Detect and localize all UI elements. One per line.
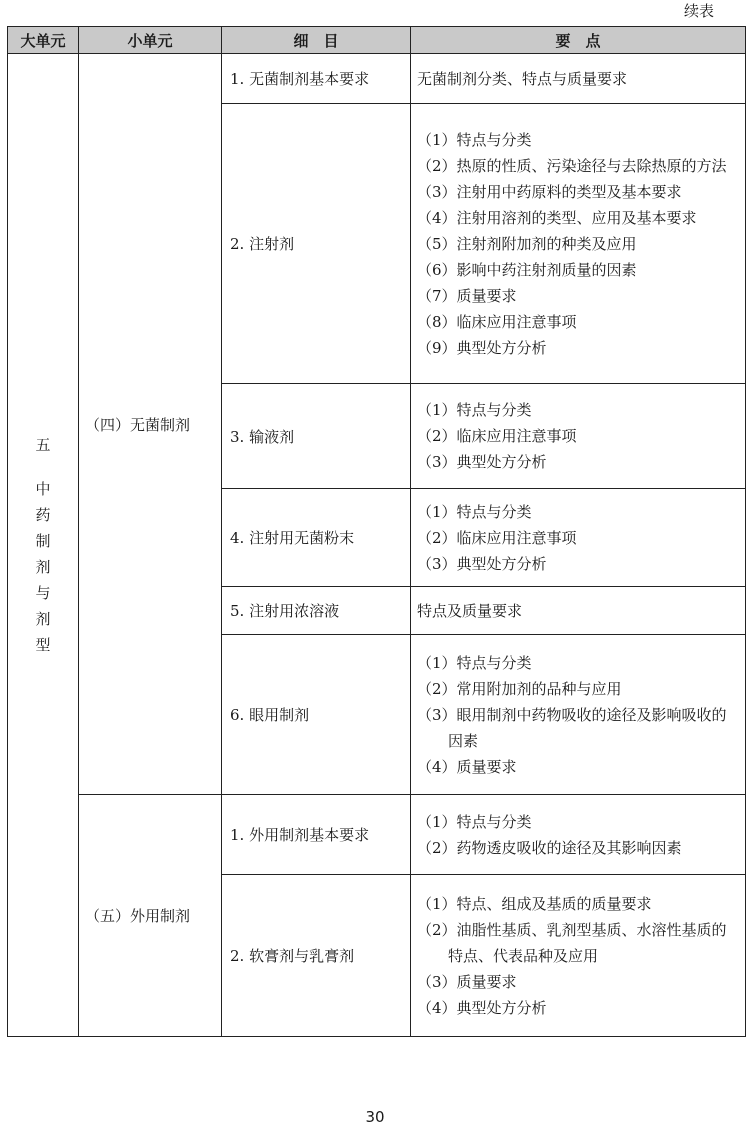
syllabus-table: [7, 26, 746, 1037]
points-cell: （1）特点与分类 （2）热原的性质、污染途径与去除热原的方法 （3）注射用中药原料的类型及基本要求 （4）注射用溶剂的类型、应用及基本要求 （5）注射剂附加剂的种类及应用 （6）影响中药注射剂质量的因素 （7）质量要求 （8）临床应用注意事项 （9）典型处方分析: [411, 104, 746, 384]
detail-cell: 1. 无菌制剂基本要求: [222, 54, 411, 104]
page-number: 30: [365, 1108, 385, 1126]
table-row: [8, 795, 746, 875]
points-cell: （1）特点与分类 （2）临床应用注意事项 （3）典型处方分析: [411, 384, 746, 489]
header-row: [8, 27, 746, 54]
detail-cell: 1. 外用制剂基本要求: [222, 795, 411, 875]
detail-cell: 3. 输液剂: [222, 384, 411, 489]
points-cell: 特点及质量要求: [411, 587, 746, 635]
table-row: [8, 54, 746, 104]
points-cell: 无菌制剂分类、特点与质量要求: [411, 54, 746, 104]
header-sub-unit: 小单元: [79, 27, 222, 54]
detail-cell: 6. 眼用制剂: [222, 635, 411, 795]
detail-cell: 2. 软膏剂与乳膏剂: [222, 875, 411, 1037]
sub-unit-external: （五）外用制剂: [79, 795, 222, 1037]
header-points: 要 点: [411, 27, 746, 54]
detail-cell: 2. 注射剂: [222, 104, 411, 384]
detail-cell: 5. 注射用浓溶液: [222, 587, 411, 635]
detail-cell: 4. 注射用无菌粉末: [222, 489, 411, 587]
header-unit: 大单元: [8, 27, 79, 54]
points-cell: （1）特点与分类 （2）药物透皮吸收的途径及其影响因素: [411, 795, 746, 875]
points-cell: （1）特点与分类 （2）临床应用注意事项 （3）典型处方分析: [411, 489, 746, 587]
points-cell: （1）特点与分类 （2）常用附加剂的品种与应用 （3）眼用制剂中药物吸收的途径及影响吸收的因素 （4）质量要求: [411, 635, 746, 795]
unit-cell: [8, 54, 79, 1037]
continued-label: 续表: [683, 2, 714, 20]
unit-name: 五 中 药 制 剂 与 剂 型: [35, 436, 51, 654]
header-detail: 细 目: [222, 27, 411, 54]
sub-unit-sterile: （四）无菌制剂: [79, 54, 222, 795]
points-cell: （1）特点、组成及基质的质量要求 （2）油脂性基质、乳剂型基质、水溶性基质的特点、代表品种及应用 （3）质量要求 （4）典型处方分析: [411, 875, 746, 1037]
